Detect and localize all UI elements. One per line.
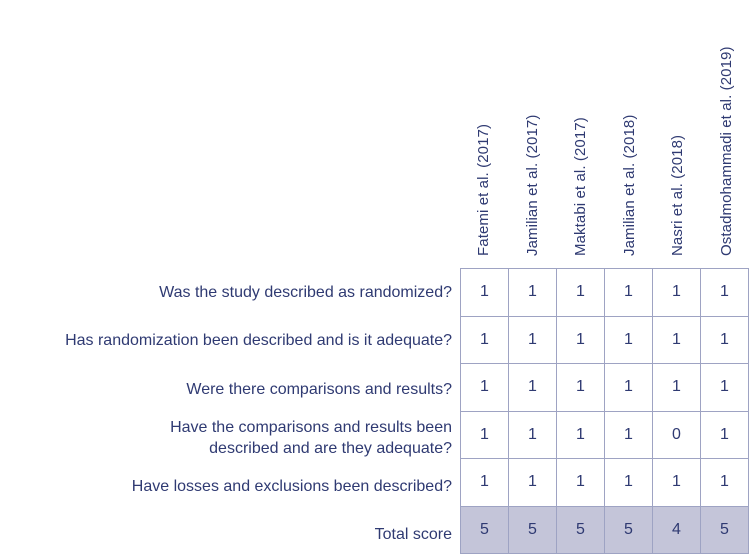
table-row [461, 269, 749, 317]
table-cell: 1 [557, 364, 605, 412]
column-header-jamilian-2018 [606, 0, 655, 268]
table-cell: 1 [701, 411, 749, 459]
table-row [461, 411, 749, 459]
row-label-comparisons-results: Were there comparisons and results? [0, 365, 452, 414]
row-label-comparisons-adequate: Have the comparisons and results been described and are they adequate? [0, 414, 452, 463]
table-cell: 1 [701, 459, 749, 507]
table-cell: 1 [509, 459, 557, 507]
table-cell: 1 [461, 269, 509, 317]
table-cell: 1 [509, 269, 557, 317]
table-cell: 1 [701, 364, 749, 412]
total-score-cell: 5 [557, 506, 605, 554]
column-header-maktabi-2017 [557, 0, 606, 268]
table-cell: 1 [461, 411, 509, 459]
total-score-cell: 5 [701, 506, 749, 554]
table-cell: 1 [509, 411, 557, 459]
row-label-total-score: Total score [0, 511, 452, 559]
row-label-randomization-adequate: Has randomization been described and is it adequate? [0, 317, 452, 366]
column-header-label: Jamilian et al. (2018) [621, 115, 638, 256]
total-score-cell: 4 [653, 506, 701, 554]
row-label-randomized: Was the study described as randomized? [0, 268, 452, 317]
table-cell: 1 [605, 411, 653, 459]
row-labels [0, 268, 452, 559]
table-cell: 1 [461, 459, 509, 507]
total-score-row [461, 506, 749, 554]
quality-score-table [460, 268, 749, 554]
total-score-cell: 5 [509, 506, 557, 554]
table-cell: 1 [653, 459, 701, 507]
table-cell: 0 [653, 411, 701, 459]
table-cell: 1 [461, 364, 509, 412]
column-header-fatemi-2017 [460, 0, 509, 268]
table-cell: 1 [557, 269, 605, 317]
table-cell: 1 [557, 459, 605, 507]
column-header-nasri-2018 [654, 0, 703, 268]
table-cell: 1 [557, 316, 605, 364]
column-header-label: Maktabi et al. (2017) [572, 117, 589, 256]
table-row [461, 459, 749, 507]
column-header-label: Nasri et al. (2018) [669, 135, 686, 256]
row-label-losses-exclusions: Have losses and exclusions been described? [0, 462, 452, 511]
column-header-ostadmohammadi-2019 [703, 0, 750, 268]
table-cell: 1 [509, 364, 557, 412]
column-header-label: Ostadmohammadi et al. (2019) [718, 46, 735, 256]
total-score-cell: 5 [605, 506, 653, 554]
column-headers [460, 0, 750, 268]
table-cell: 1 [509, 316, 557, 364]
table-cell: 1 [605, 459, 653, 507]
table-cell: 1 [461, 316, 509, 364]
column-header-label: Fatemi et al. (2017) [475, 124, 492, 256]
table-cell: 1 [653, 364, 701, 412]
total-score-cell: 5 [461, 506, 509, 554]
table-cell: 1 [701, 269, 749, 317]
table-cell: 1 [605, 364, 653, 412]
table-cell: 1 [605, 316, 653, 364]
table-cell: 1 [653, 269, 701, 317]
table-cell: 1 [653, 316, 701, 364]
table-row [461, 316, 749, 364]
table-cell: 1 [605, 269, 653, 317]
table-row [461, 364, 749, 412]
column-header-jamilian-2017 [509, 0, 558, 268]
column-header-label: Jamilian et al. (2017) [524, 115, 541, 256]
table-cell: 1 [701, 316, 749, 364]
table-cell: 1 [557, 411, 605, 459]
